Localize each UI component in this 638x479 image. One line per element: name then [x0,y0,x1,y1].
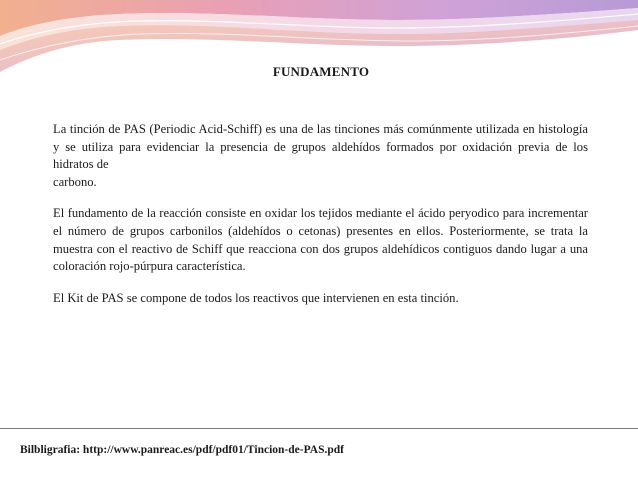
paragraph-fundamento: El fundamento de la reacción consiste en oxidar los tejidos mediante el ácido peryodico para incrementar el número de grupos carbonilos (aldehídos o cetonas) presentes en ellos. Posteriormente, se trata la muestra con el reactivo de Schiff que reacciona con dos grupos aldehídicos contiguos dando lugar a una coloración rojo-púrpura característica. [53,206,588,274]
paragraph-kit: El Kit de PAS se compone de todos los reactivos que intervienen en esta tinción. [53,290,459,305]
paragraph-intro-tail: carbono. [53,174,97,189]
bibliography: Bilbligrafia: http://www.panreac.es/pdf/pdf01/Tincion-de-PAS.pdf [20,444,344,456]
footer-divider [0,428,638,429]
slide-title: FUNDAMENTO [272,64,370,79]
paragraph-intro-text: La tinción de PAS (Periodic Acid-Schiff) es una de las tinciones más comúnmente utilizada en histología y se utiliza para evidenciar la presencia de grupos aldehídos formados por oxidación previa de los hidratos de [53,122,588,172]
paragraph-intro [53,121,588,191]
body-text [53,121,588,321]
